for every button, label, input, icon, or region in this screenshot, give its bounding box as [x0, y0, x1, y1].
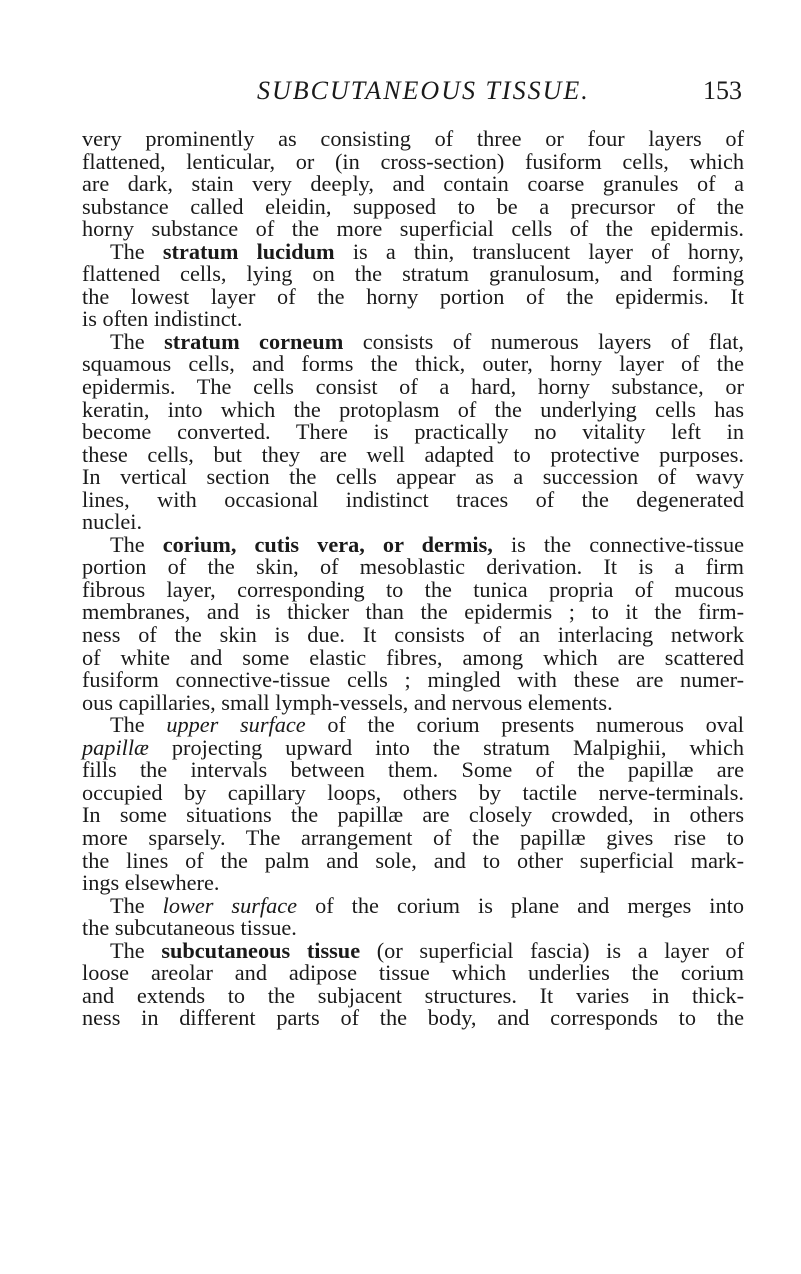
text-line: these cells, but they are well adapted to protective purposes. — [82, 441, 744, 467]
text-line: The lower surface of the corium is plane and merges into — [110, 892, 744, 918]
term-subcutaneous-tissue: subcutaneous tissue — [161, 937, 361, 963]
text-line: very prominently as consisting of three or four layers of — [82, 126, 744, 151]
text-line: of white and some elastic fibres, among which are scattered — [82, 644, 744, 670]
term-papillae: papillæ — [82, 734, 149, 760]
term-stratum-corneum: stratum corneum — [164, 328, 344, 354]
text-line: The subcutaneous tissue (or superficial fascia) is a layer of — [110, 937, 745, 963]
text-line: lines, with occasional indistinct traces of the degenerated — [82, 486, 744, 512]
body-text — [82, 128, 744, 1030]
term-upper-surface: upper surface — [166, 712, 306, 738]
text-line: ness in different parts of the body, and corresponds to the — [82, 1005, 744, 1031]
text-line: ous capillaries, small lymph-vessels, and nervous elements. — [82, 689, 613, 715]
text-line: more sparsely. The arrangement of the papillæ gives rise to — [82, 824, 744, 850]
text-line: The corium, cutis vera, or dermis, is the connective-tissue — [110, 531, 744, 557]
text-line: papillæ projecting upward into the stratum Malpighii, which — [82, 734, 744, 760]
text-line: ings elsewhere. — [82, 870, 220, 896]
text-line: membranes, and is thicker than the epidermis ; to it the firm- — [82, 599, 744, 625]
text-line: and extends to the subjacent structures. It varies in thick- — [82, 982, 744, 1008]
text-line: portion of the skin, of mesoblastic derivation. It is a firm — [82, 554, 744, 580]
text-line: flattened cells, lying on the stratum granulosum, and forming — [82, 261, 744, 287]
text-line: substance called eleidin, supposed to be a precursor of the — [82, 193, 744, 219]
term-lower-surface: lower surface — [162, 892, 298, 918]
text-line: are dark, stain very deeply, and contain coarse granules of a — [82, 171, 744, 197]
text-line: nuclei. — [82, 509, 143, 535]
text-line: the subcutaneous tissue. — [82, 915, 297, 941]
page-number: 153 — [703, 76, 742, 105]
running-title: SUBCUTANEOUS TISSUE. — [257, 76, 590, 105]
text-line: become converted. There is practically no vitality left in — [82, 419, 744, 445]
text-line: In some situations the papillæ are closely crowded, in others — [82, 802, 744, 828]
text-line: the lowest layer of the horny portion of the epidermis. It — [82, 283, 744, 309]
text-line: occupied by capillary loops, others by tactile nerve-terminals. — [82, 779, 744, 805]
text-line: In vertical section the cells appear as a succession of wavy — [82, 464, 744, 490]
text-line: is often indistinct. — [82, 306, 243, 332]
text-line: fills the intervals between them. Some of the papillæ are — [82, 757, 744, 783]
text-line: The stratum corneum consists of numerous layers of flat, — [110, 328, 744, 354]
text-line: The upper surface of the corium presents numerous oval — [110, 712, 744, 738]
text-line: the lines of the palm and sole, and to other superficial mark- — [82, 847, 744, 873]
term-stratum-lucidum: stratum lucidum — [162, 238, 335, 264]
term-corium: corium, cutis vera, or dermis, — [162, 531, 493, 557]
text-line: keratin, into which the protoplasm of the underlying cells has — [82, 396, 744, 422]
text-line: ness of the skin is due. It consists of an interlacing network — [82, 622, 744, 648]
text-line: fusiform connective-tissue cells ; mingled with these are numer- — [82, 667, 744, 693]
text-line: loose areolar and adipose tissue which underlies the corium — [82, 960, 744, 986]
text-line: squamous cells, and forms the thick, outer, horny layer of the — [82, 351, 744, 377]
text-line: horny substance of the more superficial cells of the epidermis. — [82, 216, 744, 242]
text-line: fibrous layer, corresponding to the tunica propria of mucous — [82, 576, 744, 602]
page-header — [82, 76, 742, 110]
text-line: flattened, lenticular, or (in cross-section) fusiform cells, which — [82, 148, 744, 174]
text-line: The stratum lucidum is a thin, translucent layer of horny, — [110, 238, 744, 264]
text-line: epidermis. The cells consist of a hard, horny substance, or — [82, 374, 744, 400]
